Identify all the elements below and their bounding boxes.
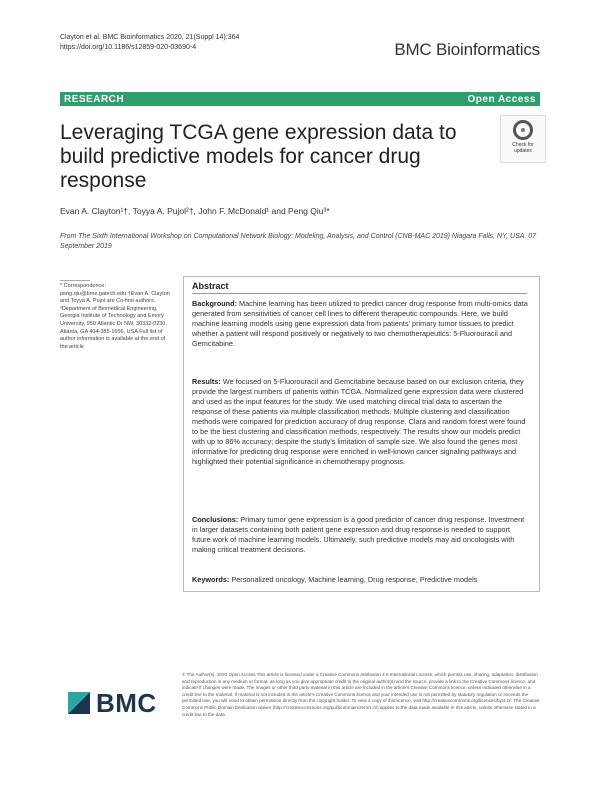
background-text: Machine learning has been utilized to predict cancer drug response from multi-omics data generated from sensitivities of cancer cell lines to different therapeutic compounds. Here, we build machine learning models using gene expression data from patients' primary tumor tissues to predict whether a patient will respond positively or negatively to two chemotherapeutics: 5-Fluorouracil and Gemcitabine. [192,299,528,348]
article-type-label: RESEARCH [64,93,125,105]
open-access-label: Open Access [467,93,536,105]
abstract-keywords [192,575,528,585]
conclusions-text: Primary tumor gene expression is a good predictor of cancer drug response. Investment in larger datasets containing both patient gene expression and drug response is needed to support future work of machine learning models. Ultimately, such predictive models may aid oncologists with making critical treatment decisions. [192,515,525,554]
journal-name: BMC Bioinformatics [394,40,540,59]
results-label: Results: [192,377,221,386]
conference-note: From The Sixth International Workshop on Computational Network Biology: Modeling, Analysis, and Control (CNB-MAC 2019) Niagara Falls, NY, USA. 07 September 2019 [60,233,537,250]
citation [60,33,239,53]
correspondence-note [60,280,172,351]
updates-icon [513,120,533,140]
citation-line: Clayton et al. BMC Bioinformatics 2020, 21(Suppl 14):364 [60,34,240,41]
bmc-logo-icon [68,692,90,714]
divider [60,280,90,281]
license-text: © The Author(s). 2020 Open Access This article is licensed under a Creative Commons Attribution 4.0 International License, which permits use, sharing, adaptation, distribution and reproduction in any medium or format, as long as you give appropriate credit to the original author(s) and the source, provide a link to the Creative Commons licence, and indicate if changes were made. The images or other third party material in this article are included in the article's Creative Commons licence, unless indicated otherwise in a credit line to the material. If material is not included in the article's Creative Commons licence and your intended use is not permitted by statutory regulation or exceeds the permitted use, you will need to obtain permission directly from the copyright holder. To view a copy of this licence, visit http://creativecommons.org/licenses/by/4.0/. The Creative Commons Public Domain Dedication waiver (http://creativecommons.org/publicdomain/zero/1.0/) applies to the data made available in this article, unless otherwise stated in a credit line to the data. [182,672,540,717]
keywords-text: Personalized oncology, Machine learning, Drug response, Predictive models [231,575,478,584]
divider [192,293,527,294]
author-list: Evan A. Clayton¹†, Toyya A. Pujol²†, John F. McDonald¹ and Peng Qiu³* [60,206,330,216]
bmc-logo-text: BMC [96,687,157,718]
updates-line1: Check for [512,142,534,148]
updates-line2: updates [514,148,532,154]
check-for-updates-badge[interactable] [500,115,546,163]
conclusions-label: Conclusions: [192,515,239,524]
bmc-logo [68,688,168,718]
abstract-background [192,299,528,349]
section-banner [60,92,540,106]
article-title: Leveraging TCGA gene expression data to build predictive models for cancer drug response [60,121,457,192]
correspondence-text: * Correspondence: peng.qiu@bme.gatech.edu †Evan A. Clayton and Toyya A. Pujol are Co-first authors. ³Department of Biomedical Engineering, Georgia Institute of Technology and Emory University, 950 Atlantic Dr NW, 30332-0230, Atlanta, GA 404-385-1656, USA Full list of author information is available at the end of the article [60,283,170,350]
doi-link[interactable]: https://doi.org/10.1186/s12859-020-03690-4 [60,44,197,51]
abstract-box [183,276,540,592]
abstract-heading: Abstract [192,281,229,291]
background-label: Background: [192,299,237,308]
abstract-conclusions [192,515,528,555]
keywords-label: Keywords: [192,575,230,584]
results-text: We focused on 5-Fluorouracil and Gemcitabine because based on our exclusion criteria, they provide the largest numbers of patients within TCGA. Normalized gene expression data were clustered and used as the input features for the study. We used matching clinical trial data to ascertain the response of these patients via multiple classification methods. Multiple clustering and classification methods were compared for prediction accuracy of drug response. Clara and random forest were found to be the best clustering and classification methods, respectively. The results show our models predict with up to 86% accuracy; despite the study's limitation of sample size. We also found the genes most informative for predicting drug response were enriched in well-known cancer signaling pathways and highlighted their potential significance in chemotherapy prognosis. [192,377,526,466]
updates-label [512,142,533,154]
abstract-results [192,377,528,467]
